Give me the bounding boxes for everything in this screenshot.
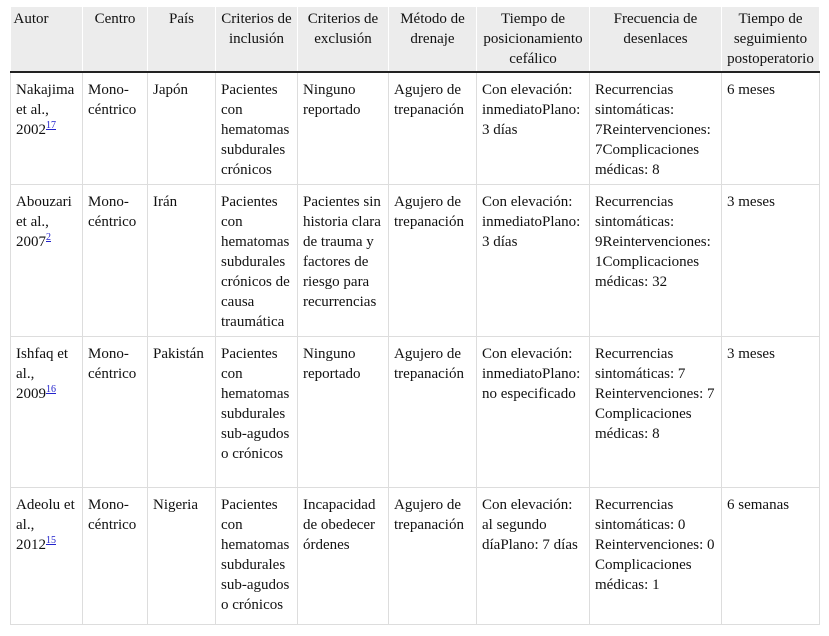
reference-link[interactable]: 15 [46,535,56,546]
cell-inclusion: Pacientes con hematomas subdurales crónicos [216,72,298,185]
header-seguimiento: Tiempo de seguimiento postoperatorio [722,7,820,72]
cell-exclusion: Ninguno reportado [298,337,389,488]
cell-seguimiento: 6 meses [722,72,820,185]
reference-link[interactable]: 17 [46,120,56,131]
studies-table [10,7,820,625]
table-row [11,185,820,337]
cell-pais: Irán [148,185,216,337]
header-drenaje: Método de drenaje [389,7,477,72]
cell-desenlaces: Recurrencias sintomáticas: 7Reintervenciones: 7Complicaciones médicas: 8 [590,72,722,185]
header-centro: Centro [83,7,148,72]
cell-centro: Mono-céntrico [83,185,148,337]
cell-inclusion: Pacientes con hematomas subdurales crónicos de causa traumática [216,185,298,337]
cell-autor [11,337,83,488]
reference-link[interactable]: 2 [46,232,51,243]
cell-posicionamiento: Con elevación: inmediatoPlano: no especificado [477,337,590,488]
cell-inclusion: Pacientes con hematomas subdurales sub-agudos o crónicos [216,337,298,488]
header-autor: Autor [11,7,83,72]
cell-posicionamiento: Con elevación: al segundo díaPlano: 7 días [477,488,590,625]
header-inclusion: Criterios de inclusión [216,7,298,72]
cell-pais: Japón [148,72,216,185]
cell-drenaje: Agujero de trepanación [389,185,477,337]
cell-seguimiento: 3 meses [722,185,820,337]
table-row [11,72,820,185]
header-posicionamiento: Tiempo de posicionamiento cefálico [477,7,590,72]
cell-posicionamiento: Con elevación: inmediatoPlano: 3 días [477,185,590,337]
cell-centro: Mono-céntrico [83,488,148,625]
header-pais: País [148,7,216,72]
cell-drenaje: Agujero de trepanación [389,72,477,185]
cell-pais: Nigeria [148,488,216,625]
header-exclusion: Criterios de exclusión [298,7,389,72]
header-row [11,7,820,72]
cell-seguimiento: 3 meses [722,337,820,488]
cell-desenlaces: Recurrencias sintomáticas: 0 Reintervenciones: 0 Complicaciones médicas: 1 [590,488,722,625]
author-name: Nakajima et al., 2002 [16,82,75,138]
cell-seguimiento: 6 semanas [722,488,820,625]
cell-inclusion: Pacientes con hematomas subdurales sub-agudos o crónicos [216,488,298,625]
cell-drenaje: Agujero de trepanación [389,337,477,488]
cell-autor [11,488,83,625]
table-row [11,337,820,488]
cell-posicionamiento: Con elevación: inmediatoPlano: 3 días [477,72,590,185]
cell-exclusion: Ninguno reportado [298,72,389,185]
cell-desenlaces: Recurrencias sintomáticas: 9Reintervenciones: 1Complicaciones médicas: 32 [590,185,722,337]
cell-centro: Mono-céntrico [83,72,148,185]
cell-exclusion: Pacientes sin historia clara de trauma y factores de riesgo para recurrencias [298,185,389,337]
cell-pais: Pakistán [148,337,216,488]
header-desenlaces: Frecuencia de desenlaces [590,7,722,72]
author-name: Abouzari et al., 2007 [16,194,72,250]
cell-drenaje: Agujero de trepanación [389,488,477,625]
reference-link[interactable]: 16 [46,384,56,395]
cell-centro: Mono-céntrico [83,337,148,488]
cell-autor [11,72,83,185]
cell-desenlaces: Recurrencias sintomáticas: 7 Reintervenciones: 7 Complicaciones médicas: 8 [590,337,722,488]
author-name: Adeolu et al., 2012 [16,497,75,553]
cell-exclusion: Incapacidad de obedecer órdenes [298,488,389,625]
table-row [11,488,820,625]
cell-autor [11,185,83,337]
author-name: Ishfaq et al., 2009 [16,346,69,402]
